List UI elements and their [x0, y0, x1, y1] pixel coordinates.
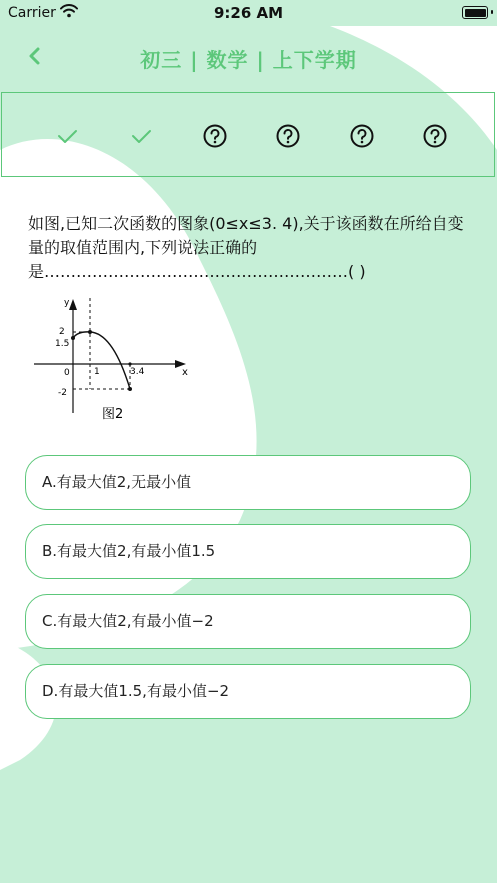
- figure-origin-label: 0: [64, 368, 70, 378]
- figure-y-tick-2: 2: [59, 327, 65, 337]
- figure-x-tick-3-4: 3.4: [130, 367, 145, 377]
- question-3-question-circle-icon[interactable]: [202, 123, 228, 149]
- figure-y-tick-neg-2: -2: [58, 388, 67, 398]
- option-a[interactable]: A.有最大值2,无最小值: [25, 455, 471, 510]
- battery-icon: [462, 6, 488, 19]
- question-2-check-icon[interactable]: [128, 123, 154, 149]
- figure-y-axis-label: y: [64, 298, 70, 308]
- question-1-check-icon[interactable]: [54, 123, 80, 149]
- option-b[interactable]: B.有最大值2,有最小值1.5: [25, 524, 471, 579]
- status-bar: [0, 0, 497, 26]
- option-d[interactable]: D.有最大值1.5,有最小值−2: [25, 664, 471, 719]
- question-progress-bar: [1, 92, 495, 177]
- figure-x-tick-1: 1: [94, 367, 100, 377]
- clock: 9:26 AM: [213, 4, 284, 22]
- carrier-label: Carrier: [8, 5, 56, 21]
- question-text: 如图,已知二次函数的图象(0≤x≤3. 4),关于该函数在所给自变量的取值范围内,下列说法正确的是…………………………………………………( ): [28, 214, 464, 281]
- question-4-question-circle-icon[interactable]: [275, 123, 301, 149]
- option-c[interactable]: C.有最大值2,有最小值−2: [25, 594, 471, 649]
- question-6-question-circle-icon[interactable]: [422, 123, 448, 149]
- figure-y-tick-1-5: 1.5: [55, 339, 70, 349]
- figure-x-axis-label: x: [182, 367, 188, 378]
- question-5-question-circle-icon[interactable]: [349, 123, 375, 149]
- question-figure: [28, 285, 202, 428]
- page-title: 初三 | 数学 | 上下学期: [140, 48, 357, 72]
- figure-caption: 图2: [102, 407, 124, 422]
- battery-tip: [491, 10, 493, 14]
